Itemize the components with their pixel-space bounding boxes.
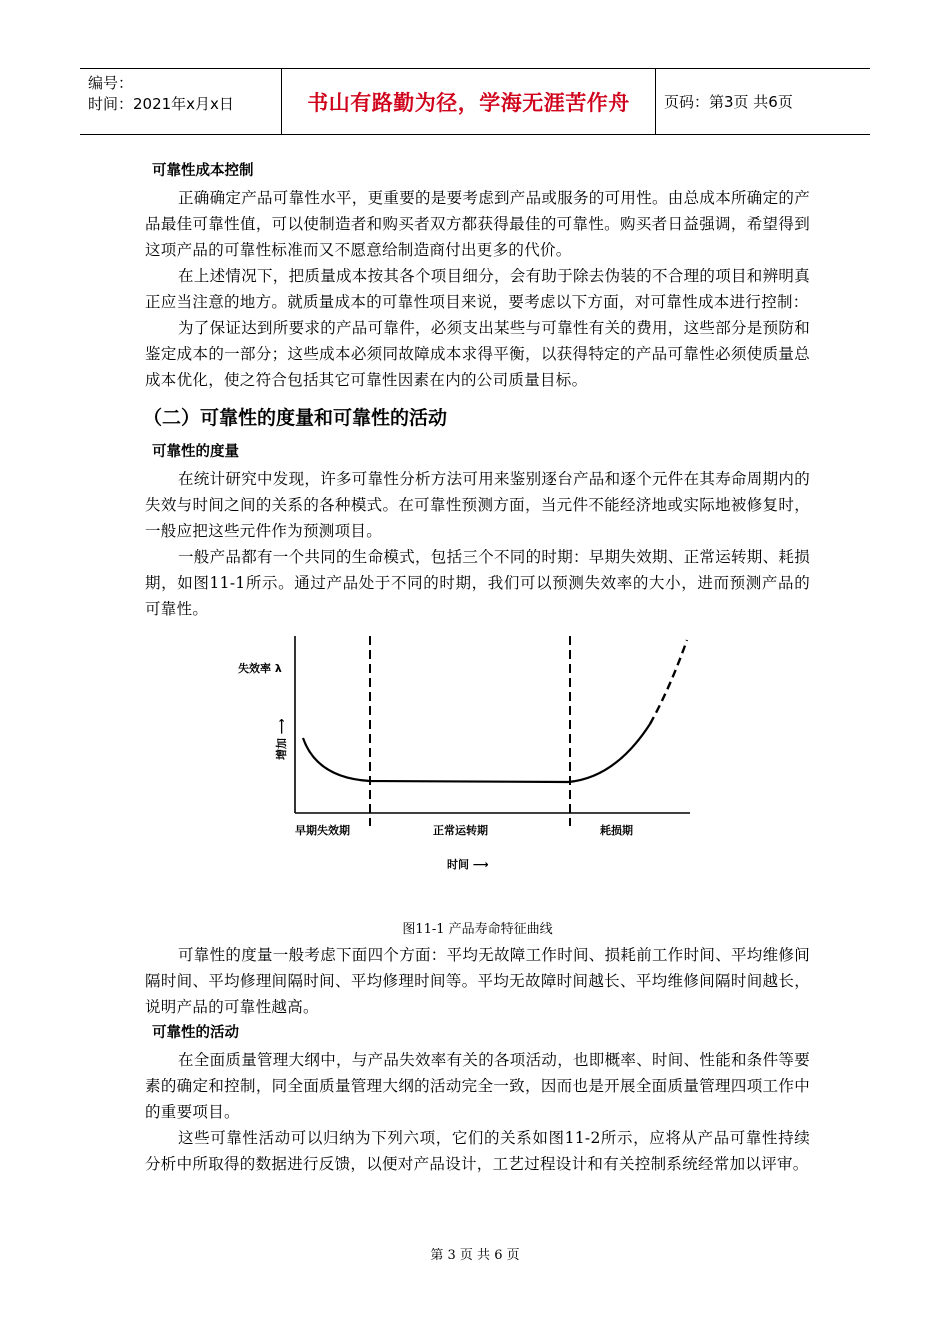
paragraph: 在上述情况下，把质量成本按其各个项目细分，会有助于除去伪装的不合理的项目和辨明真正应当注意的地方。就质量成本的可靠性项目来说，要考虑以下方面，对可靠性成本进行控制： [145, 267, 811, 311]
paragraph: 在全面质量管理大纲中，与产品失效率有关的各项活动，也即概率、时间、性能和条件等要素的确定和控制，同全面质量管理大纲的活动完全一致，因而也是开展全面质量管理四项工作中的重要项目。 [145, 1051, 811, 1121]
date-label: 时间：2021年x月x日 [88, 95, 234, 113]
page-info-text: 页码：第3页 共6页 [664, 93, 793, 111]
paragraph: 一般产品都有一个共同的生命模式，包括三个不同的时期：早期失效期、正常运转期、耗损期，如图11-1所示。通过产品处于不同的时期，我们可以预测失效率的大小，进而预测产品的可靠性。 [145, 548, 811, 618]
y-axis-label: 失效率 λ [238, 662, 282, 675]
paragraph: 可靠性的度量一般考虑下面四个方面：平均无故障工作时间、损耗前工作时间、平均维修间隔时间、平均修理间隔时间、平均修理时间等。平均无故障时间越长、平均维修间隔时间越长，说明产品的可靠性越高。 [145, 946, 811, 1016]
period-normal-label: 正常运转期 [433, 824, 488, 837]
subtitle-activities: 可靠性的活动 [152, 1025, 239, 1041]
y-arrow-label: 增加 ⟶ [275, 718, 288, 760]
bathtub-curve [303, 724, 650, 782]
main-content [145, 158, 810, 1177]
paragraph: 在统计研究中发现，许多可靠性分析方法可用来鉴别逐台产品和逐个元件在其寿命周期内的失效与时间之间的关系的各种模式。在可靠性预测方面，当元件不能经济地或实际地被修复时，一般应把这些元件作为预测项目。 [145, 470, 811, 540]
header-left-cell [80, 69, 282, 134]
subtitle-measurement: 可靠性的度量 [152, 444, 239, 460]
page-footer: 第 3 页 共 6 页 [430, 1248, 520, 1263]
header-page-info [656, 69, 870, 134]
subtitle-cost-control: 可靠性成本控制 [152, 163, 254, 179]
code-label: 编号： [88, 74, 134, 92]
figure-life-curve [145, 628, 810, 918]
paragraph: 为了保证达到所要求的产品可靠件，必须支出某些与可靠性有关的费用，这些部分是预防和鉴定成本的一部分；这些成本必须同故障成本求得平衡，以获得特定的产品可靠性必须使质量总成本优化，使之符合包括其它可靠性因素在内的公司质量目标。 [145, 319, 811, 389]
figure-caption: 图11-1 产品寿命特征曲线 [402, 922, 553, 937]
section-heading: （二）可靠性的度量和可靠性的活动 [143, 407, 448, 429]
period-early-label: 早期失效期 [295, 824, 350, 837]
x-axis-label: 时间 ⟶ [447, 858, 489, 871]
page-header [80, 68, 870, 135]
paragraph: 这些可靠性活动可以归纳为下列六项，它们的关系如图11-2所示，应将从产品可靠性持续分析中所取得的数据进行反馈，以便对产品设计，工艺过程设计和有关控制系统经常加以评审。 [145, 1129, 810, 1173]
header-motto-cell [282, 69, 656, 134]
life-curve-chart [145, 628, 810, 918]
paragraph: 正确确定产品可靠性水平，更重要的是要考虑到产品或服务的可用性。由总成本所确定的产品最佳可靠性值，可以使制造者和购买者双方都获得最佳的可靠性。购买者日益强调，希望得到这项产品的可靠性标准而又不愿意给制造商付出更多的代价。 [145, 189, 811, 259]
wearout-dashed-curve [650, 640, 687, 724]
period-wear-label: 耗损期 [600, 824, 633, 837]
motto-text: 书山有路勤为径，学海无涯苦作舟 [307, 90, 630, 115]
